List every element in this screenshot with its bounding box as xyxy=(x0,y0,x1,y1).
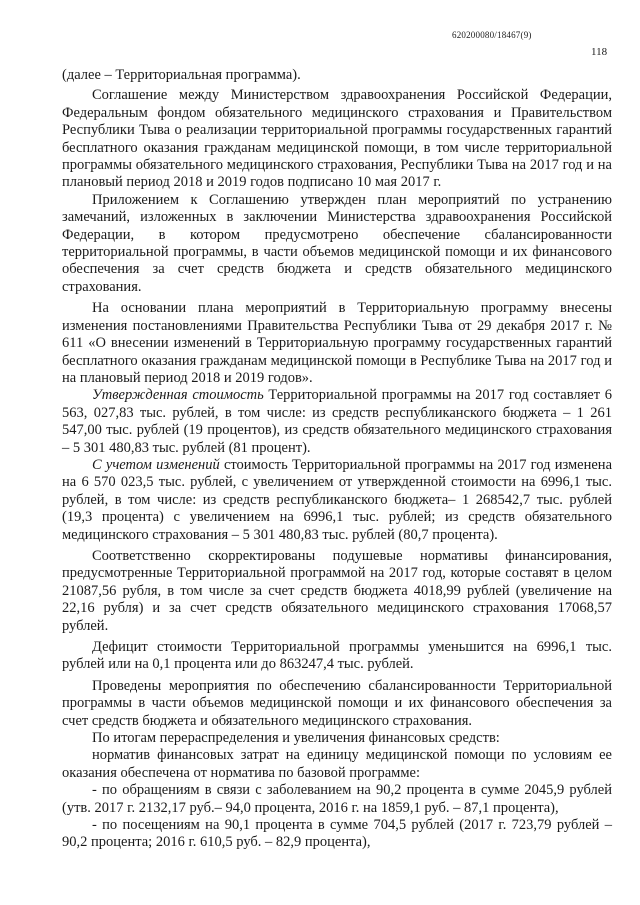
document-body xyxy=(62,67,612,852)
list-item-visits: - по посещениям на 90,1 процента в сумме 704,5 рублей (2017 г. 723,79 рублей – 90,2 процента; 2016 г. 610,5 руб. – 82,9 процента), xyxy=(62,817,612,851)
list-item-appeals: - по обращениям в связи с заболеванием на 90,2 процента в сумме 2045,9 рублей (утв. 2017 г. 2132,17 руб.– 94,0 процента, 2016 г. на 1859,1 руб. – 87,1 процента), xyxy=(62,782,612,816)
paragraph-amendments: На основании плана мероприятий в Территориальную программу внесены изменения постановлениями Правительства Республики Тыва от 29 декабря 2017 г. № 611 «О внесении изменений в Территориальную программу государственных гарантий бесплатного оказания гражданам медицинской помощи в Республике Тыва на 2017 год и на плановый период 2018 и 2019 годов». xyxy=(62,300,612,386)
paragraph-agreement: Соглашение между Министерством здравоохранения Российской Федерации, Федеральным фондом обязательного медицинского страхования и Правительством Республики Тыва о реализации территориальной программы государственных гарантий бесплатного оказания гражданам медицинской помощи, в том числе территориальной программы обязательного медицинского страхования, Республики Тыва на 2017 год и на плановый период 2018 и 2019 годов подписано 10 мая 2017 г. xyxy=(62,87,612,191)
document-id: 620200080/18467(9) xyxy=(452,30,532,40)
approved-cost-lead: Утвержденная стоимость xyxy=(92,387,264,404)
paragraph-continuation: (далее – Территориальная программа). xyxy=(62,67,301,83)
paragraph-adjusted-cost: С учетом изменений стоимость Территориальной программы на 2017 год изменена на 6 570 023,5 тыс. рублей, с увеличением от утвержденной стоимости на 6996,1 тыс. рублей, в том числе: из средств республиканского бюджета– 1 268542,7 тыс. рублей (19,3 процента) с увеличением на 6996,1 тыс. рублей; из средств обязательного медицинского страхования – 5 301 480,83 тыс. рублей (80,7 процента). xyxy=(62,456,613,543)
paragraph-annex: Приложением к Соглашению утвержден план мероприятий по устранению замечаний, изложенных в заключении Министерства здравоохранения Российской Федерации, в котором предусмотрено обеспечение сбалансированности территориальной программы, в части объемов медицинской помощи и их финансового обеспечения за счет средств бюджета и средств обязательного медицинского страхования. xyxy=(62,191,612,295)
paragraph-balance-measures: Проведены мероприятия по обеспечению сбалансированности Территориальной программы в части объемов медицинской помощи и их финансового обеспечения за счет средств бюджета и обязательного медицинского страхования. xyxy=(62,677,612,729)
paragraph-cost-norm: норматив финансовых затрат на единицу медицинской помощи по условиям ее оказания обеспечена от норматива по базовой программе: xyxy=(62,747,612,781)
paragraph-deficit: Дефицит стоимости Территориальной программы уменьшится на 6996,1 тыс. рублей или на 0,1 процента или до 863247,4 тыс. рублей. xyxy=(62,639,612,673)
page-number: 118 xyxy=(591,46,608,58)
paragraph-approved-cost: Утвержденная стоимость Территориальной программы на 2017 год составляет 6 563, 027,83 тыс. рублей, в том числе: из средств республиканского бюджета – 1 261 547,00 тыс. рублей (19 процентов), из средств обязательного медицинского страхования – 5 301 480,83 тыс. рублей (81 процент). xyxy=(62,387,612,456)
paragraph-redistribution: По итогам перераспределения и увеличения финансовых средств: xyxy=(92,730,500,747)
adjusted-cost-lead: С учетом изменений xyxy=(92,456,220,473)
paragraph-per-capita: Соответственно скорректированы подушевые нормативы финансирования, предусмотренные Территориальной программой на 2017 год, которые составят в целом 21087,56 рубля, в том числе за счет средств бюджета 4018,99 рублей (увеличение на 22,16 рубля) и за счет средств обязательного медицинского страхования 17068,57 рублей. xyxy=(62,547,612,634)
